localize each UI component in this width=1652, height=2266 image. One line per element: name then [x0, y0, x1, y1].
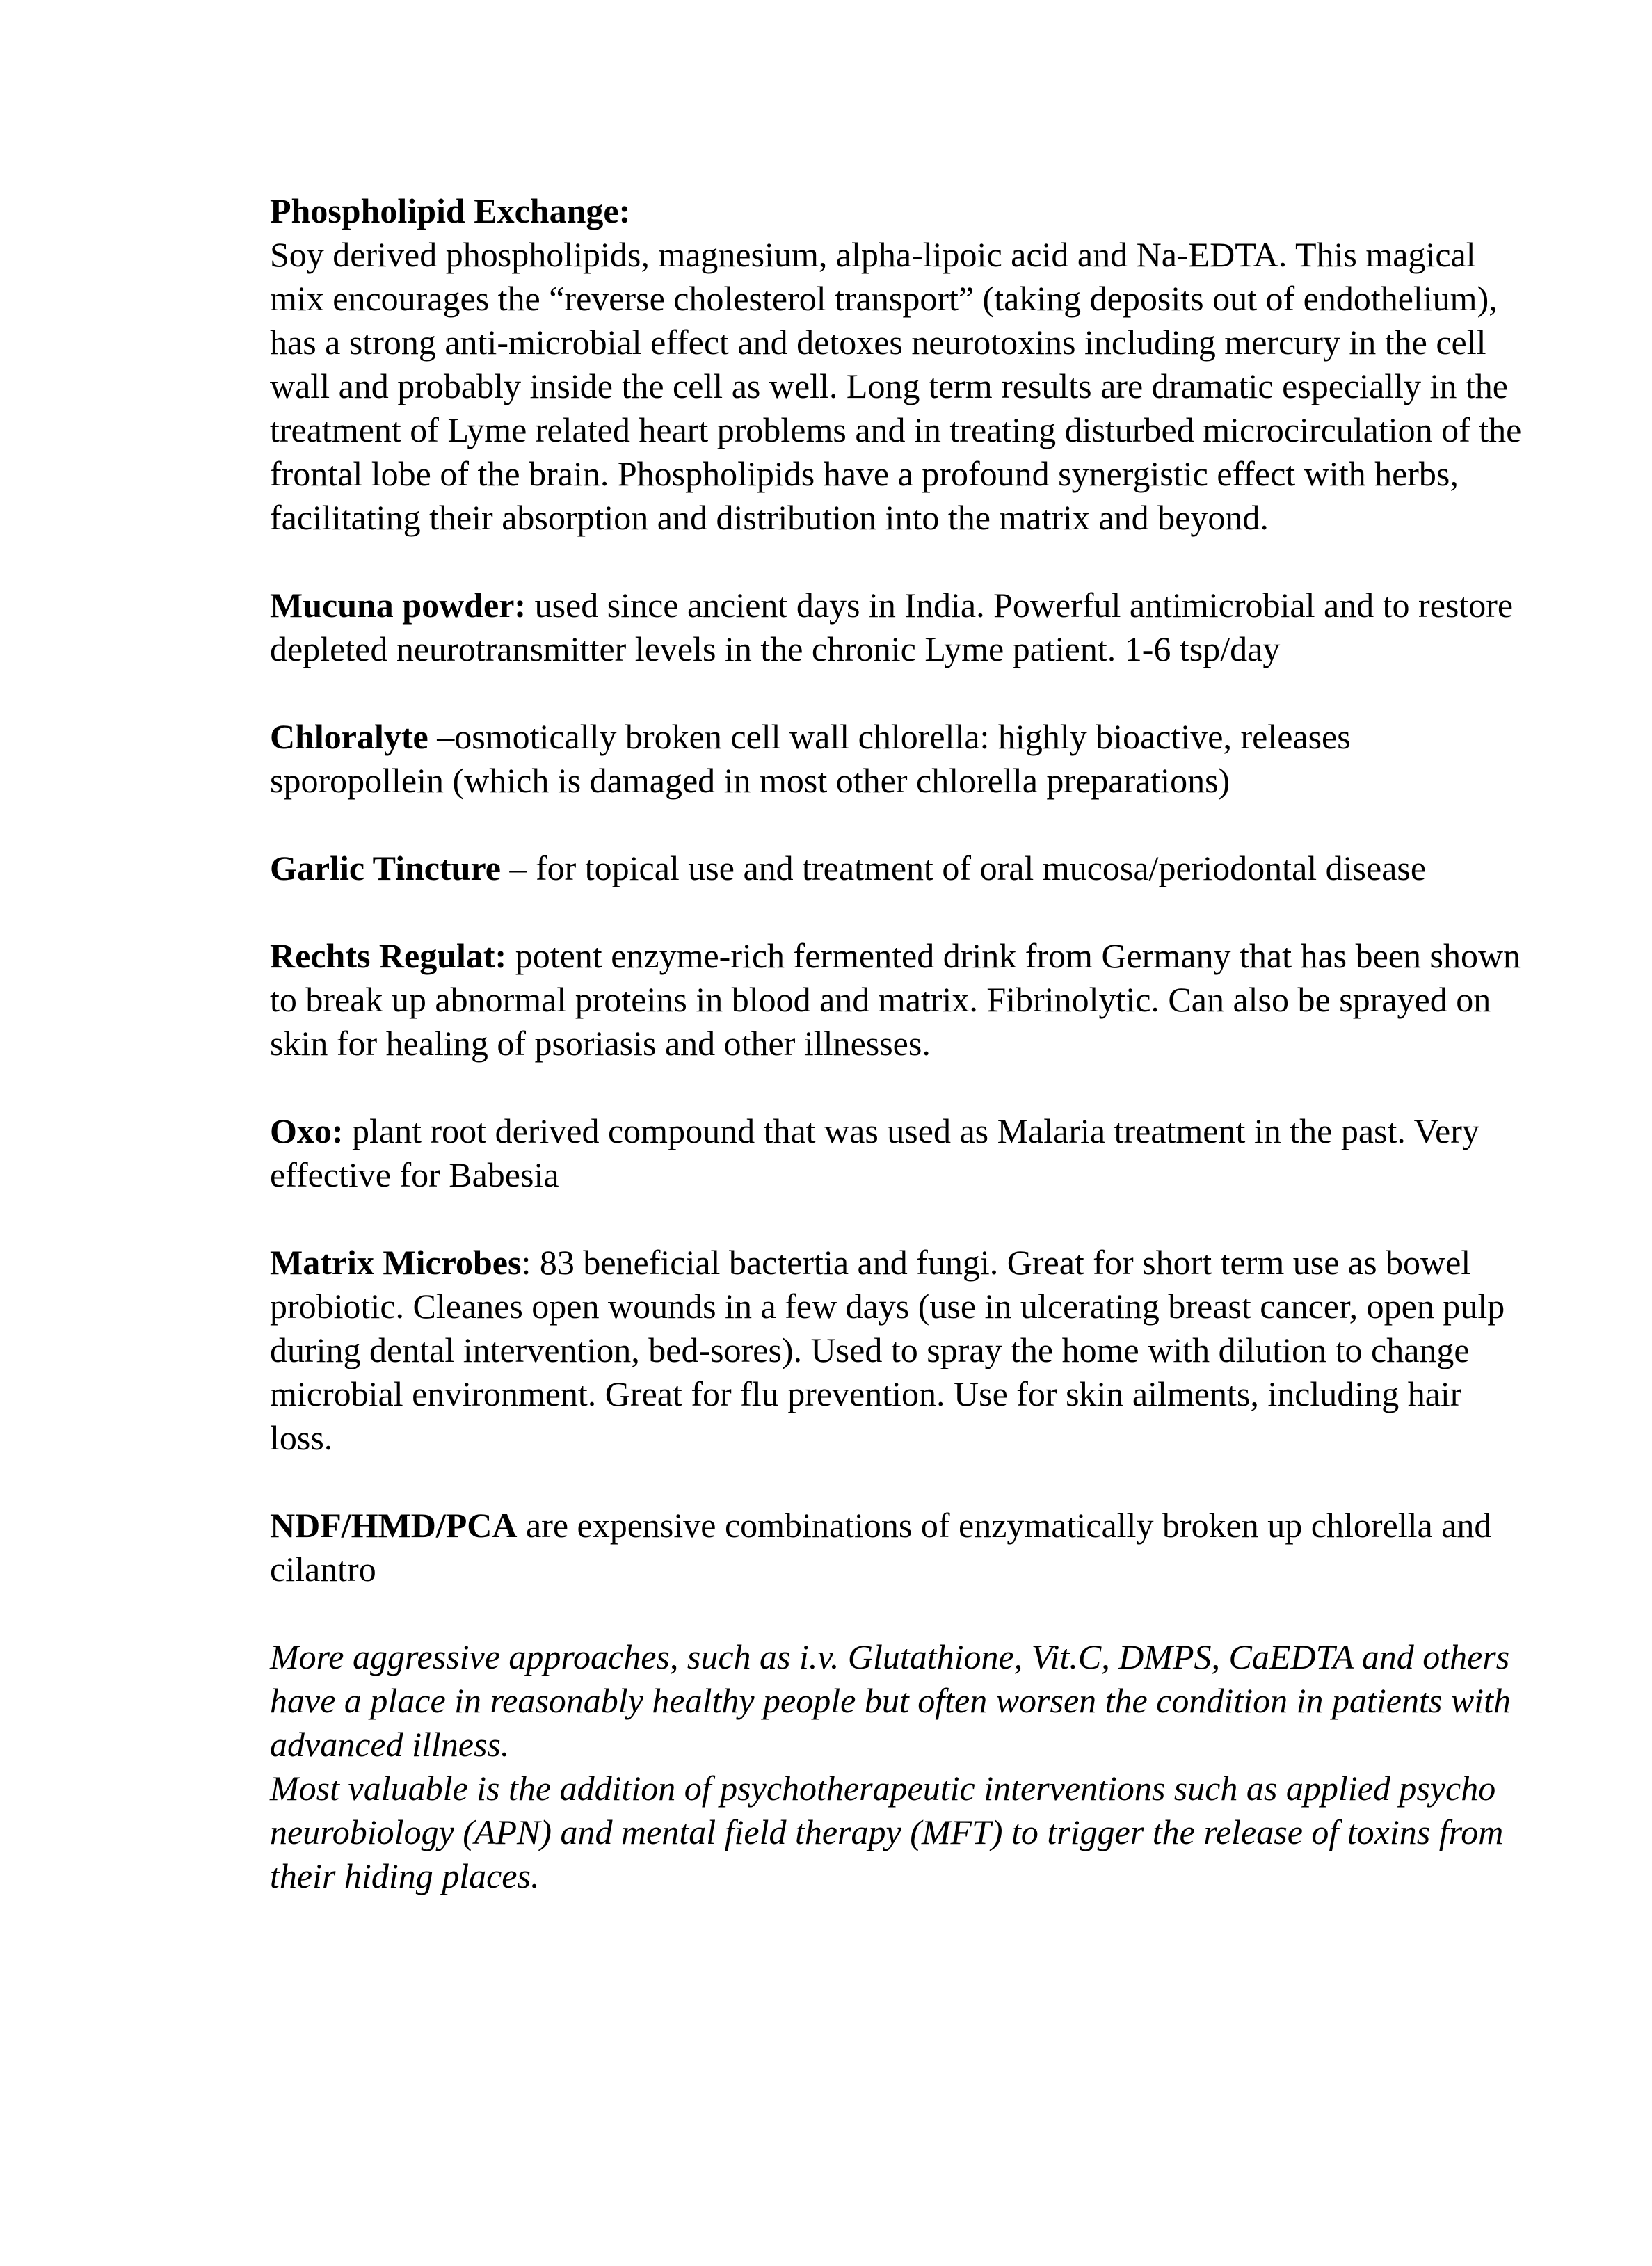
garlic-term: Garlic Tincture [270, 849, 501, 887]
chloralyte-term: Chloralyte [270, 717, 428, 756]
matrix-section [270, 1241, 1522, 1460]
phospholipid-section [270, 189, 1522, 540]
phospholipid-body: Soy derived phospholipids, magnesium, alpha-lipoic acid and Na-EDTA. This magical mix encourages the “reverse cholesterol transport” (taking deposits out of endothelium), has a strong anti-microbial effect and detoxes neurotoxins including mercury in the cell wall and probably inside the cell as well. Long term results are dramatic especially in the treatment of Lyme related heart problems and in treating disturbed microcirculation of the frontal lobe of the brain. Phospholipids have a profound synergistic effect with herbs, facilitating their absorption and distribution into the matrix and beyond. [270, 235, 1522, 537]
oxo-term: Oxo: [270, 1111, 344, 1150]
mucuna-term: Mucuna powder: [270, 586, 527, 625]
chloralyte-section [270, 715, 1522, 803]
document-page [270, 189, 1522, 1898]
oxo-section [270, 1109, 1522, 1197]
garlic-section [270, 846, 1522, 890]
rechts-section [270, 934, 1522, 1066]
garlic-body: – for topical use and treatment of oral mucosa/periodontal disease [500, 849, 1427, 887]
ndf-body: are expensive combinations of enzymatically broken up chlorella and cilantro [270, 1506, 1492, 1589]
mucuna-body: used since ancient days in India. Powerful antimicrobial and to restore depleted neurotransmitter levels in the chronic Lyme patient. 1-6 tsp/day [270, 586, 1514, 668]
closing-section [270, 1635, 1522, 1898]
chloralyte-body: –osmotically broken cell wall chlorella: highly bioactive, releases sporopollein (which is damaged in most other chlorella preparations) [270, 717, 1351, 800]
closing-paragraph-2: Most valuable is the addition of psychotherapeutic interventions such as applied psycho neurobiology (APN) and mental field therapy (MFT) to trigger the release of toxins from their hiding places. [270, 1769, 1504, 1895]
ndf-term: NDF/HMD/PCA [270, 1506, 518, 1545]
rechts-term: Rechts Regulat: [270, 936, 507, 975]
matrix-term: Matrix Microbes [270, 1243, 522, 1282]
phospholipid-heading: Phospholipid Exchange: [270, 191, 631, 230]
oxo-body: plant root derived compound that was used as Malaria treatment in the past. Very effective for Babesia [270, 1111, 1479, 1194]
matrix-body: : 83 beneficial bactertia and fungi. Great for short term use as bowel probiotic. Cleanes open wounds in a few days (use in ulcerating breast cancer, open pulp during dental intervention, bed-sores). Used to spray the home with dilution to change microbial environment. Great for flu prevention. Use for skin ailments, including hair loss. [270, 1243, 1505, 1457]
closing-paragraph-1: More aggressive approaches, such as i.v. Glutathione, Vit.C, DMPS, CaEDTA and others have a place in reasonably healthy people but often worsen the condition in patients with advanced illness. [270, 1637, 1511, 1764]
rechts-body: potent enzyme-rich fermented drink from Germany that has been shown to break up abnormal proteins in blood and matrix. Fibrinolytic. Can also be sprayed on skin for healing of psoriasis and other illnesses. [270, 936, 1521, 1063]
ndf-section [270, 1504, 1522, 1591]
mucuna-section [270, 584, 1522, 671]
